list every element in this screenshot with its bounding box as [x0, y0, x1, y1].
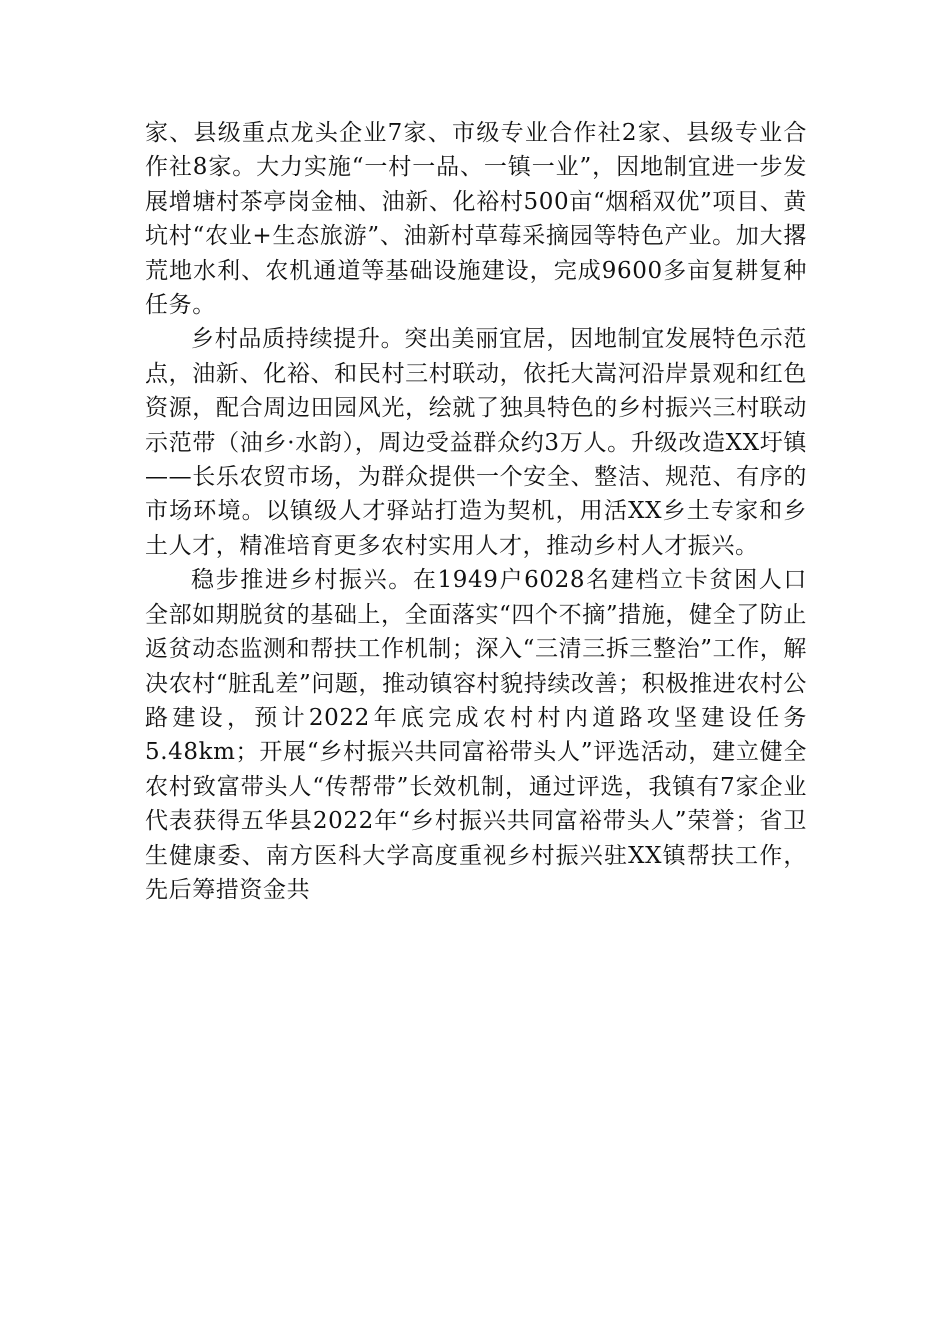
- paragraph-rural-revitalization: 稳步推进乡村振兴。在1949户6028名建档立卡贫困人口全部如期脱贫的基础上，全面落实“四个不摘”措施，健全了防止返贫动态监测和帮扶工作机制；深入“三清三拆三整治”工作，解决农村“脏乱差”问题，推动镇容村貌持续改善；积极推进农村公路建设，预计2022年底完成农村村内道路攻坚建设任务5.48km；开展“乡村振兴共同富裕带头人”评选活动，建立健全农村致富带头人“传帮带”长效机制，通过评选，我镇有7家企业代表获得五华县2022年“乡村振兴共同富裕带头人”荣誉；省卫生健康委、南方医科大学高度重视乡村振兴驻XX镇帮扶工作，先后筹措资金共: [145, 567, 807, 903]
- document-body: [145, 116, 807, 907]
- paragraph-rural-quality: 乡村品质持续提升。突出美丽宜居，因地制宜发展特色示范点，油新、化裕、和民村三村联动，依托大嵩河沿岸景观和红色资源，配合周边田园风光，绘就了独具特色的乡村振兴三村联动示范带（油乡·水韵），周边受益群众约3万人。升级改造XX圩镇——长乐农贸市场，为群众提供一个安全、整洁、规范、有序的市场环境。以镇级人才驿站打造为契机，用活XX乡土专家和乡土人才，精准培育更多农村实用人才，推动乡村人才振兴。: [145, 326, 807, 559]
- paragraph-industry: 家、县级重点龙头企业7家、市级专业合作社2家、县级专业合作社8家。大力实施“一村一品、一镇一业”，因地制宜进一步发展增塘村茶亭岗金柚、油新、化裕村500亩“烟稻双优”项目、黄坑村“农业+生态旅游”、油新村草莓采摘园等特色产业。加大撂荒地水利、农机通道等基础设施建设，完成9600多亩复耕复种任务。: [145, 120, 807, 319]
